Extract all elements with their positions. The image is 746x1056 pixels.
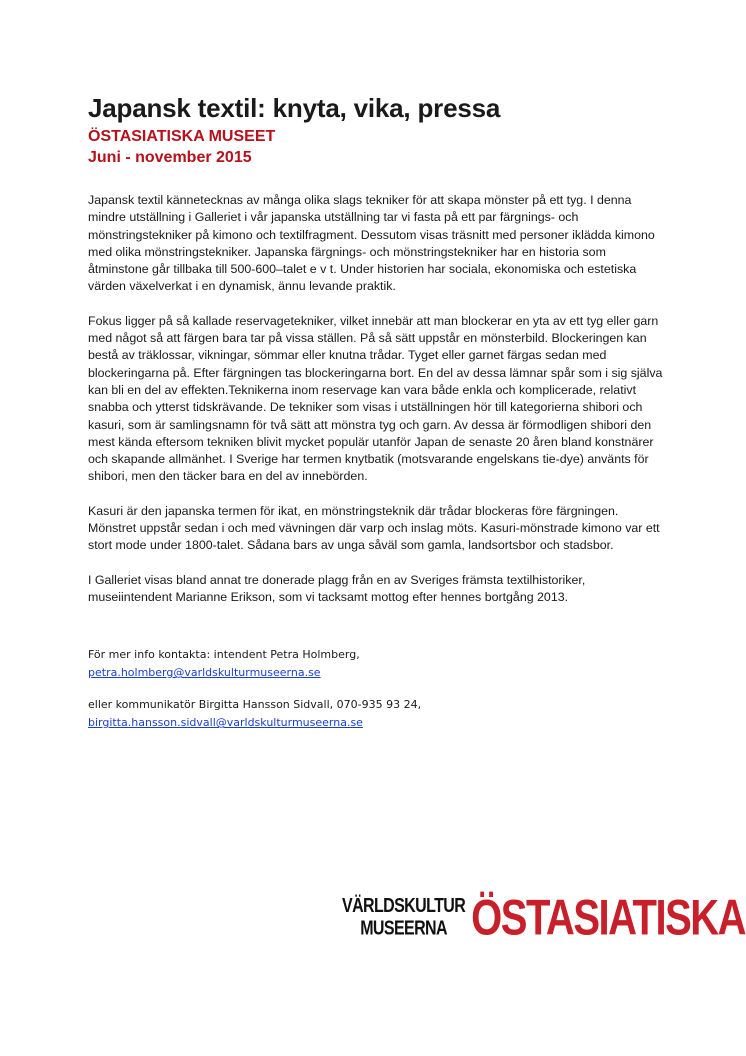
paragraph: Japansk textil kännetecknas av många olika slags tekniker för att skapa mönster på ett tyg. I denna mindre utställning i Galleriet i vår japanska utställning tar vi fasta på ett par färgnings- och mönstringstekniker på kimono och textilfragment. Dessutom visas träsnitt med personer iklädda kimono med olika mönstringstekniker. Japanska färgnings- och mönstringstekniker har en historia som åtminstone går tillbaka till 500-600–talet e v t. Under historien har sociala, ekonomiska och estetiska värden växelverkat i en dynamisk, ännu levande praktik. — [88, 193, 655, 294]
exhibition-dates: Juni - november 2015 — [88, 149, 252, 166]
logo-text-bottom: MUSEERNA — [360, 918, 447, 940]
museum-name: ÖSTASIATISKA MUSEET — [88, 128, 276, 145]
logo-text-top: VÄRLDSKULTUR — [342, 895, 466, 917]
contact-line-1: För mer info kontakta: intendent Petra Holmberg, — [88, 648, 360, 662]
contact-block-1 — [88, 646, 663, 682]
contact-block-2 — [88, 696, 663, 732]
body-text — [88, 192, 663, 606]
contact-line-2: eller kommunikatör Birgitta Hansson Sidvall, 070-935 93 24, — [88, 698, 422, 712]
logo-varldskultur — [342, 896, 465, 941]
paragraph: Kasuri är den japanska termen för ikat, en mönstringsteknik där trådar blockeras före färgningen. Mönstret uppstår sedan i och med vävningen där varp och inslag möts. Kasuri-mönstrade kimono var ett stort mode under 1800-talet. Sådana bars av unga såväl som gamla, landsortsbor och stadsbor. — [88, 503, 660, 553]
document-title: Japansk textil: knyta, vika, pressa — [88, 93, 501, 123]
museum-logo — [342, 892, 745, 944]
paragraph: Fokus ligger på så kallade reservagetekniker, vilket innebär att man blockerar en yta av ett tyg eller garn med något så att färgen bara tar på vissa ställen. På så sätt uppstår en mönsterbild. Blockeringen kan bestå av träklossar, vikningar, sömmar eller knutna trådar. Tyget eller garnet färgas sedan med blockeringarna på. Efter färgningen tas blockeringarna bort. En del av dessa lämnar spår som i sig själva kan bli en del av effekten.Teknikerna inom reservage kan vara både enkla och komplicerade, relativt snabba och ytterst tidskrävande. De tekniker som visas i utställningen hör till kategorierna shibori och kasuri, som är samlingsnamn för två sätt att mönstra tyg och garn. Av dessa är förmodligen shibori den mest kända eftersom tekniken blivit mycket populär utanför Japan de senaste 20 åren bland konstnärer och skapande allmänhet. I Sverige har termen knytbatik (motsvarande engelskans tie-dye) använts för shibori, men den täcker bara en del av innebörden. — [88, 313, 663, 484]
email-link-petra[interactable]: petra.holmberg@varldskulturmuseerna.se — [88, 666, 321, 680]
contact-info — [88, 646, 663, 732]
logo-ostasiatiska: ÖSTASIATISKA — [471, 890, 746, 946]
document-page — [88, 92, 663, 746]
paragraph: I Galleriet visas bland annat tre donerade plagg från en av Sveriges främsta textilhistoriker, museiintendent Marianne Erikson, som vi tacksamt mottog efter hennes bortgång 2013. — [88, 572, 586, 604]
email-link-birgitta[interactable]: birgitta.hansson.sidvall@varldskulturmuseerna.se — [88, 716, 363, 730]
